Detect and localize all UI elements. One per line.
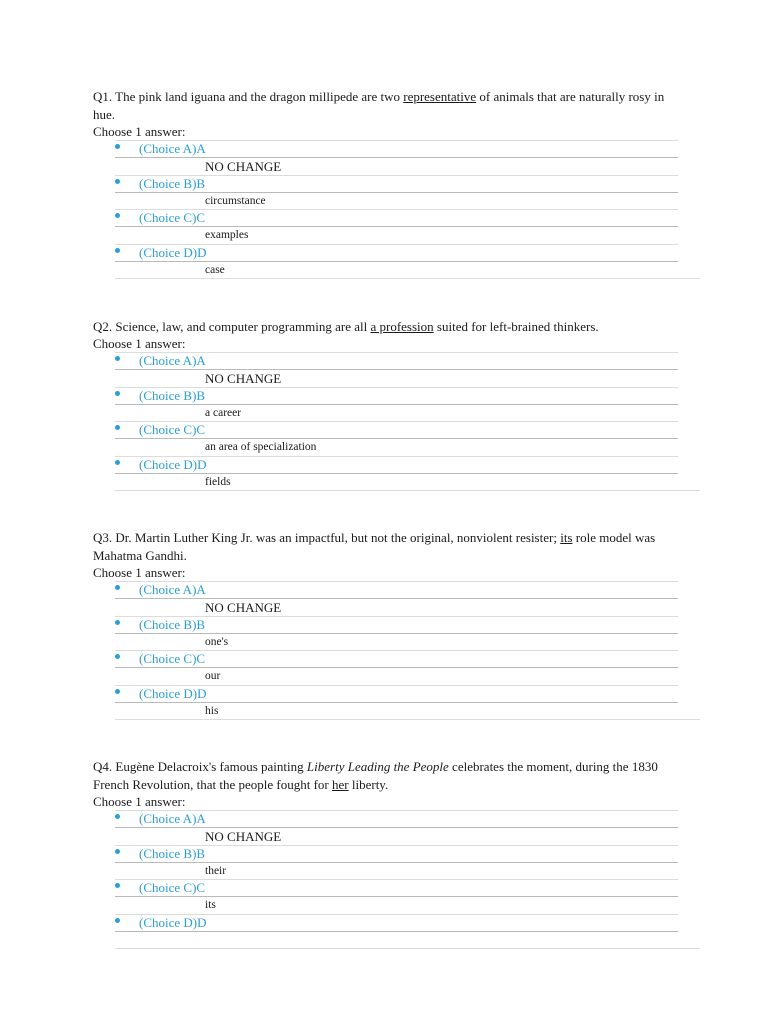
choice-text[interactable]: circumstance xyxy=(205,194,266,207)
prompt-text: celebrates the moment, during the 1830 French Revolution, that the people fought for xyxy=(93,759,658,792)
choice-label[interactable]: (Choice C)C xyxy=(139,422,206,437)
bullet-icon xyxy=(115,391,120,396)
prompt-text: of animals that are naturally rosy in hue. xyxy=(93,89,665,122)
bullet-icon xyxy=(115,814,120,819)
choice-answer-row[interactable] xyxy=(115,931,678,949)
choice-label[interactable]: (Choice B)B xyxy=(139,175,206,191)
choice-answer-row[interactable] xyxy=(115,157,678,175)
choose-instruction: Choose 1 answer: xyxy=(93,124,186,139)
question-prompt xyxy=(93,529,678,565)
question-q3 xyxy=(93,529,678,720)
bullet-icon xyxy=(115,144,120,149)
bullet-icon xyxy=(115,918,120,923)
choice-answer-row[interactable] xyxy=(115,192,678,210)
question-q4 xyxy=(93,758,678,949)
choice-answer-row[interactable] xyxy=(115,226,678,244)
prompt-text: role model was Mahatma Gandhi. xyxy=(93,530,656,563)
choice-answer-row[interactable] xyxy=(115,896,678,914)
divider xyxy=(115,490,700,491)
prompt-text: suited for left-brained thinkers. xyxy=(433,319,599,334)
answer-choice[interactable] xyxy=(93,914,678,949)
italic-title: Liberty Leading the People xyxy=(306,759,449,774)
bullet-icon xyxy=(115,585,120,590)
bullet-icon xyxy=(115,620,120,625)
choice-label[interactable]: (Choice A)A xyxy=(139,353,206,368)
choice-answer-row[interactable] xyxy=(115,827,678,845)
choice-answer-row[interactable] xyxy=(115,862,678,880)
answer-choice[interactable] xyxy=(93,352,678,387)
choice-text[interactable]: examples xyxy=(205,229,249,241)
answer-choice[interactable] xyxy=(93,456,678,491)
answer-choice[interactable] xyxy=(93,685,678,720)
choice-text[interactable]: his xyxy=(205,704,219,717)
answer-choice[interactable] xyxy=(93,581,678,616)
bullet-icon xyxy=(115,248,120,253)
choice-label[interactable]: (Choice A)A xyxy=(139,811,206,826)
choice-text[interactable]: case xyxy=(205,263,225,276)
answer-choice[interactable] xyxy=(93,175,678,210)
choose-instruction: Choose 1 answer: xyxy=(93,565,186,580)
bullet-icon xyxy=(115,213,120,218)
choice-text[interactable]: fields xyxy=(205,475,231,488)
answer-choice[interactable] xyxy=(93,209,678,244)
prompt-text: Q2. Science, law, and computer programming are all xyxy=(93,319,371,334)
choice-answer-row[interactable] xyxy=(115,438,678,456)
bullet-icon xyxy=(115,425,120,430)
question-prompt xyxy=(93,318,678,336)
choice-label[interactable]: (Choice D)D xyxy=(139,914,207,930)
answer-choice[interactable] xyxy=(93,845,678,880)
answer-choices xyxy=(93,810,678,948)
choice-label[interactable]: (Choice B)B xyxy=(139,387,206,403)
underlined-phrase: its xyxy=(560,530,573,545)
choice-label[interactable]: (Choice C)C xyxy=(139,210,206,225)
choice-answer-row[interactable] xyxy=(115,369,678,387)
answer-choice[interactable] xyxy=(93,140,678,175)
choose-instruction: Choose 1 answer: xyxy=(93,794,186,809)
choose-instruction: Choose 1 answer: xyxy=(93,336,186,351)
choice-answer-row[interactable] xyxy=(115,633,678,651)
answer-choice[interactable] xyxy=(93,879,678,914)
answer-choice[interactable] xyxy=(93,244,678,279)
bullet-icon xyxy=(115,849,120,854)
bullet-icon xyxy=(115,654,120,659)
choice-label[interactable]: (Choice A)A xyxy=(139,582,206,597)
bullet-icon xyxy=(115,883,120,888)
choice-answer-row[interactable] xyxy=(115,702,678,720)
prompt-text: Q1. The pink land iguana and the dragon millipede are two xyxy=(93,89,404,104)
question-prompt xyxy=(93,758,678,794)
choice-label[interactable]: (Choice C)C xyxy=(139,880,206,895)
divider xyxy=(115,278,700,279)
choice-answer-row[interactable] xyxy=(115,473,678,491)
choice-text[interactable]: a career xyxy=(205,406,242,419)
choice-answer-row[interactable] xyxy=(115,598,678,616)
question-prompt xyxy=(93,88,678,124)
question-q1 xyxy=(93,88,678,279)
answer-choice[interactable] xyxy=(93,421,678,456)
answer-choices xyxy=(93,352,678,490)
choice-answer-row[interactable] xyxy=(115,261,678,279)
underlined-phrase: representative xyxy=(403,89,477,104)
divider xyxy=(115,719,700,720)
choice-text[interactable]: NO CHANGE xyxy=(205,159,282,174)
choice-answer-row[interactable] xyxy=(115,667,678,685)
choice-label[interactable]: (Choice B)B xyxy=(139,845,206,861)
choice-label[interactable]: (Choice B)B xyxy=(139,616,206,632)
answer-choice[interactable] xyxy=(93,650,678,685)
answer-choice[interactable] xyxy=(93,616,678,651)
answer-choice[interactable] xyxy=(93,810,678,845)
choice-text[interactable]: NO CHANGE xyxy=(205,371,282,386)
choice-text[interactable]: its xyxy=(205,899,216,911)
answer-choices xyxy=(93,140,678,278)
bullet-icon xyxy=(115,689,120,694)
answer-choices xyxy=(93,581,678,719)
choice-label[interactable]: (Choice D)D xyxy=(139,685,207,701)
choice-answer-row[interactable] xyxy=(115,404,678,422)
bullet-icon xyxy=(115,356,120,361)
choice-label[interactable]: (Choice D)D xyxy=(139,456,207,472)
prompt-text: liberty. xyxy=(348,777,389,792)
underlined-phrase: her xyxy=(332,777,349,792)
prompt-text: Q3. Dr. Martin Luther King Jr. was an impactful, but not the original, nonviolent resister; xyxy=(93,530,561,545)
choice-label[interactable]: (Choice D)D xyxy=(139,244,207,260)
choice-text[interactable]: an area of specialization xyxy=(205,441,317,453)
choice-text[interactable]: their xyxy=(205,864,227,877)
divider xyxy=(115,948,700,949)
choice-text[interactable]: our xyxy=(205,670,221,682)
bullet-icon xyxy=(115,460,120,465)
prompt-text: Q4. Eugène Delacroix's famous painting xyxy=(93,759,307,774)
choice-text[interactable]: one's xyxy=(205,635,229,648)
underlined-phrase: a profession xyxy=(370,319,434,334)
choice-text[interactable]: NO CHANGE xyxy=(205,600,282,615)
choice-label[interactable]: (Choice A)A xyxy=(139,141,206,156)
answer-choice[interactable] xyxy=(93,387,678,422)
choice-text[interactable]: NO CHANGE xyxy=(205,829,282,844)
choice-label[interactable]: (Choice C)C xyxy=(139,651,206,666)
bullet-icon xyxy=(115,179,120,184)
question-q2 xyxy=(93,318,678,491)
